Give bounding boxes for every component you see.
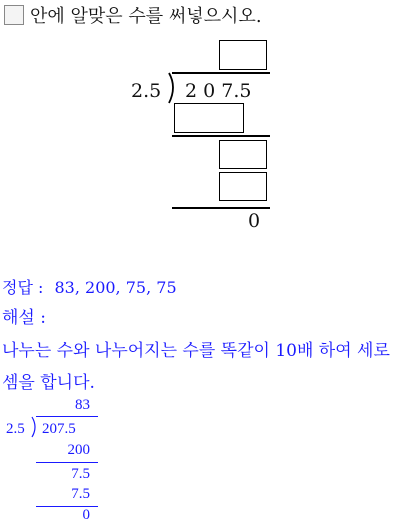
answer-box-icon	[4, 5, 24, 25]
instruction-text: 안에 알맞은 수를 써넣으시오.	[30, 6, 262, 27]
explanation-label: 해설 :	[2, 308, 46, 328]
final-remainder: 0	[248, 210, 261, 232]
exp-quotient: 83	[75, 397, 90, 413]
division-bar	[172, 72, 270, 74]
exp-divisor: 2.5	[6, 421, 25, 437]
step2-box[interactable]	[219, 140, 267, 169]
exp-step2: 7.5	[71, 466, 90, 482]
division-bracket	[167, 71, 179, 105]
step1-box[interactable]	[174, 103, 244, 133]
quotient-box[interactable]	[219, 40, 267, 70]
exp-remainder: 0	[82, 507, 90, 523]
instruction	[4, 2, 262, 28]
explanation-line2: 셈을 합니다.	[2, 373, 95, 393]
exp-step1: 200	[67, 442, 90, 458]
step3-line	[172, 207, 270, 209]
answer-line	[2, 275, 177, 298]
exp-dividend: 207.5	[42, 421, 76, 437]
answer-values: 83, 200, 75, 75	[54, 278, 177, 297]
exp-step1-line	[36, 462, 98, 463]
problem-divisor: 2.5	[131, 80, 162, 102]
step3-box[interactable]	[219, 172, 267, 201]
exp-step3: 7.5	[71, 486, 90, 502]
exp-division-bracket	[31, 416, 39, 438]
problem-dividend: 2 0 7.5	[185, 80, 252, 102]
exp-division-bar	[36, 416, 98, 417]
answer-label: 정답 :	[2, 278, 44, 297]
explanation-line1: 나누는 수와 나누어지는 수를 똑같이 10배 하여 세로	[2, 341, 390, 361]
step1-line	[172, 135, 270, 137]
